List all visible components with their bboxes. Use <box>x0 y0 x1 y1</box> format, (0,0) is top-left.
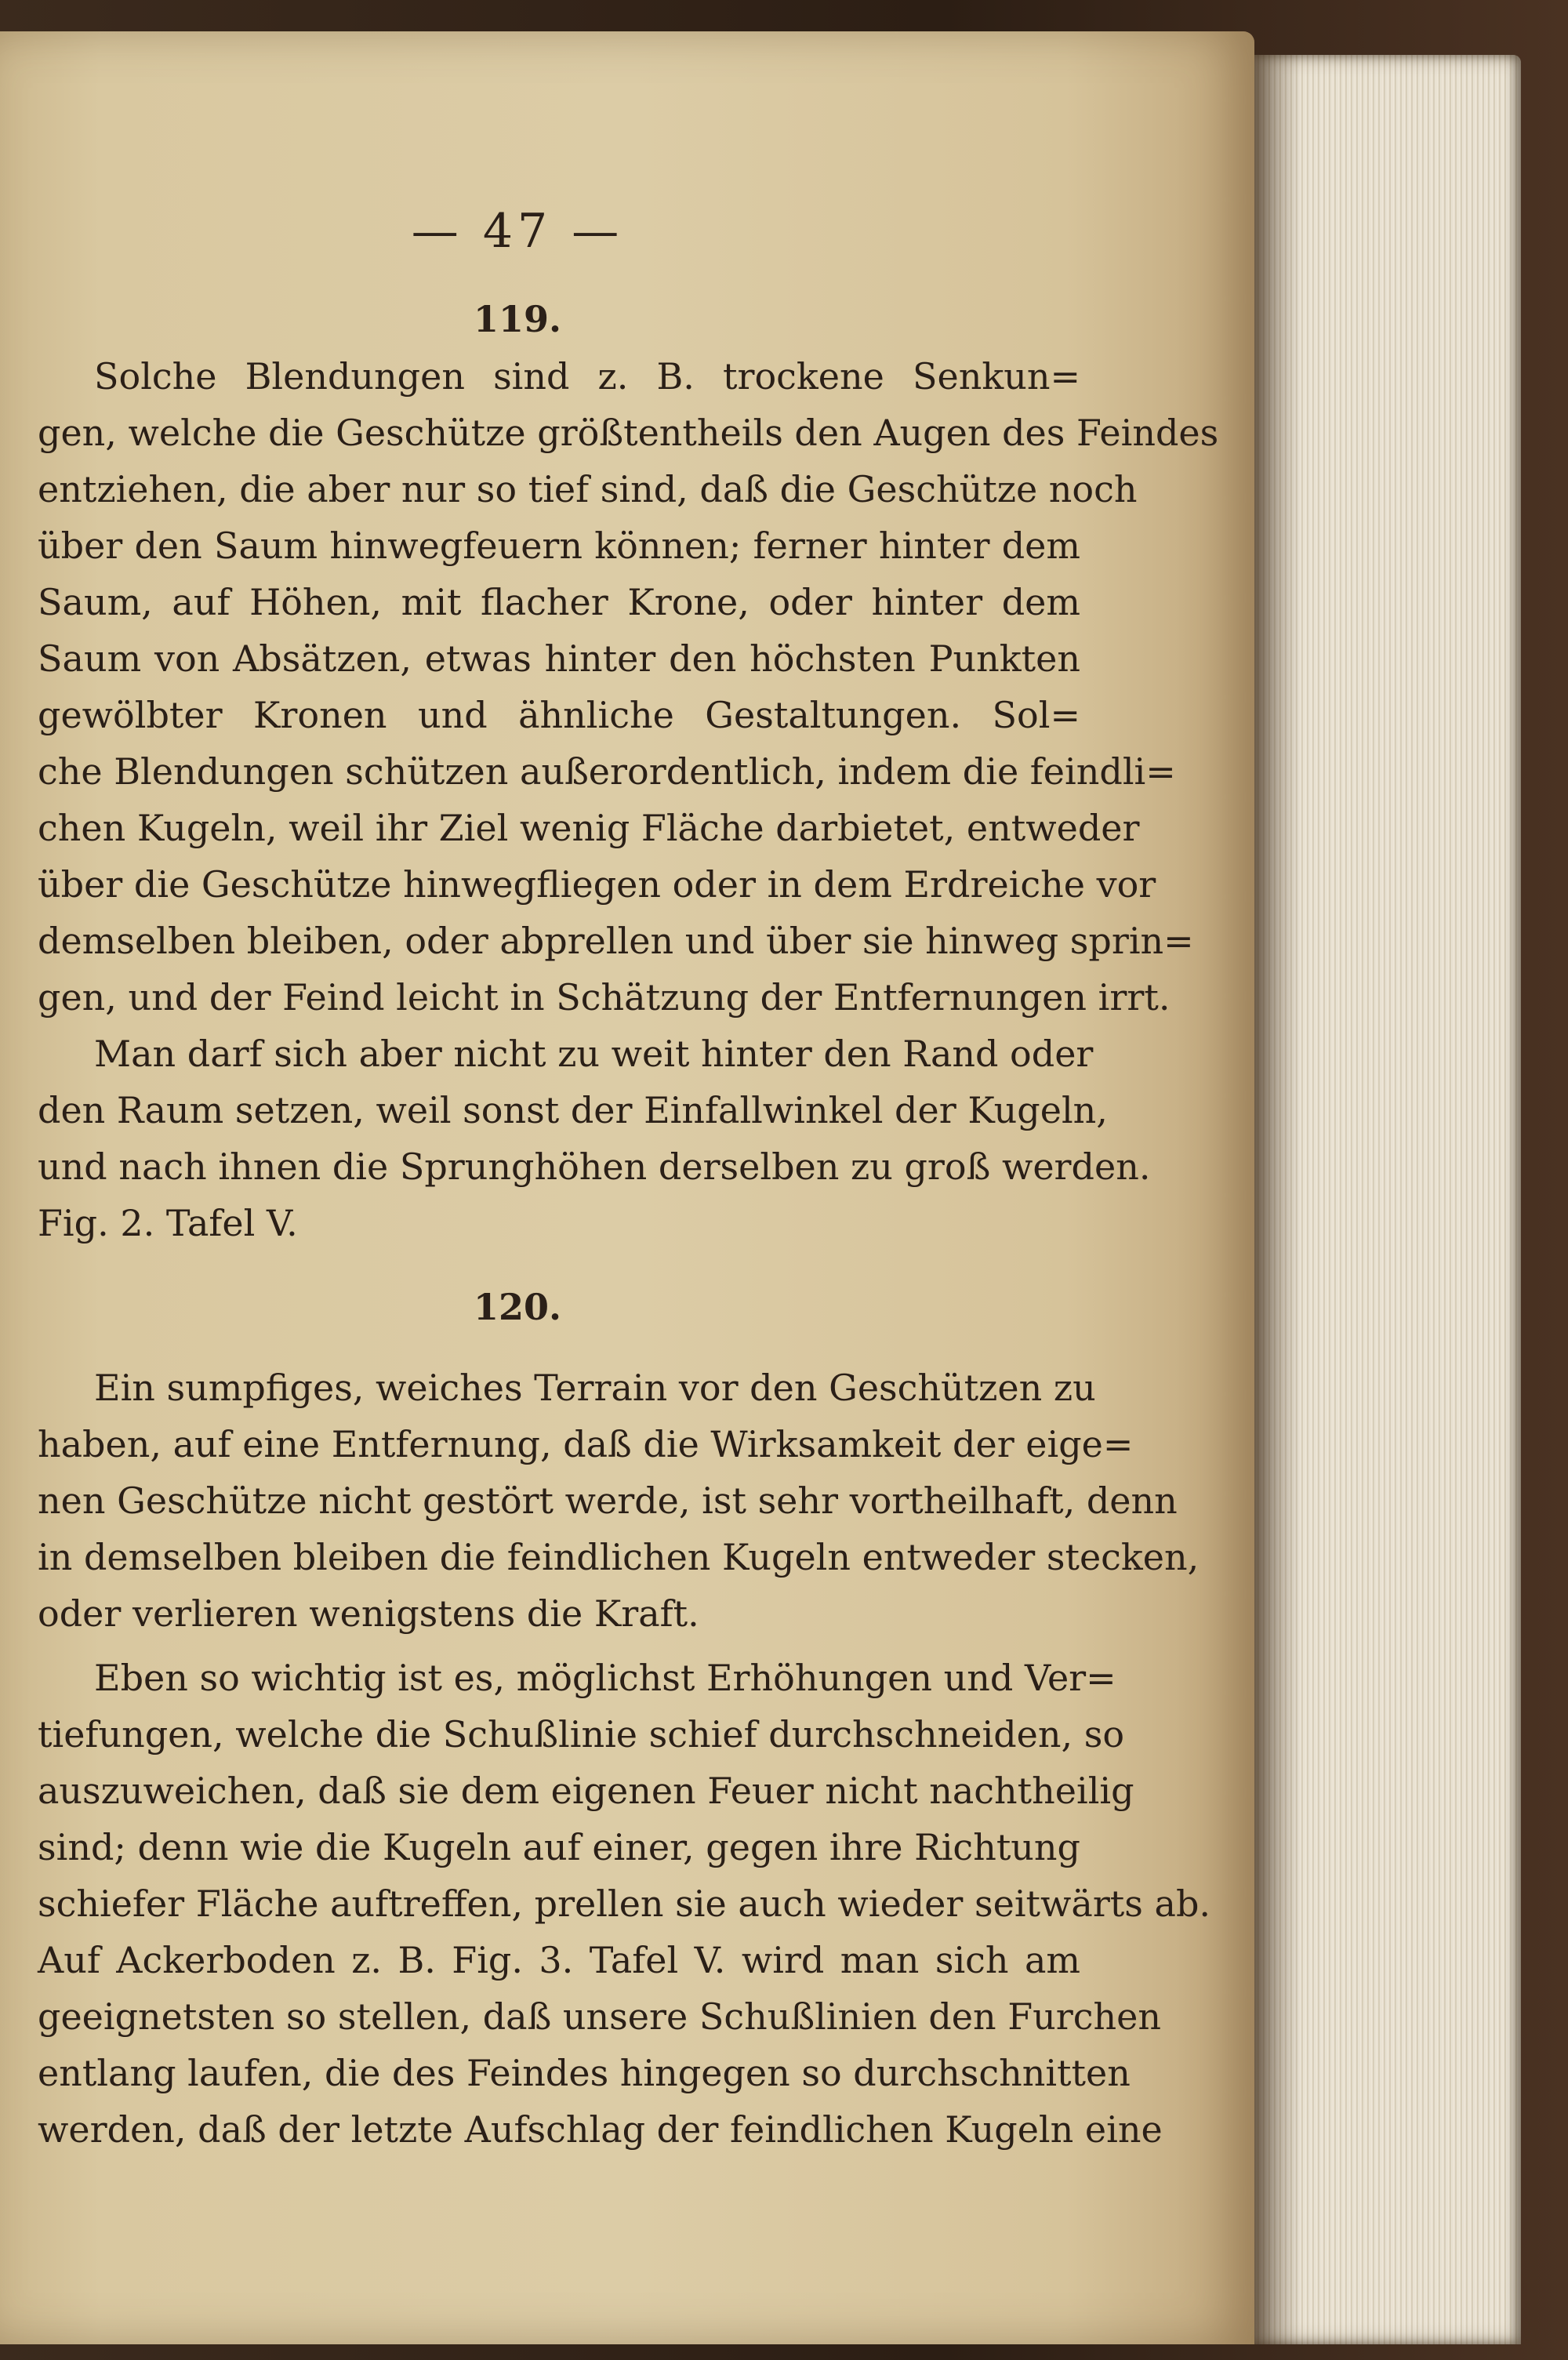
page-number-header: — 47 — <box>411 204 624 259</box>
text-line: in demselben bleiben die feindlichen Kugeln entweder stecken, <box>38 1536 1200 1578</box>
text-line: nen Geschütze nicht gestört werde, ist sehr vortheilhaft, denn <box>38 1480 1178 1522</box>
text-line: Saum von Absätzen, etwas hinter den höchsten Punkten <box>38 637 1080 680</box>
text-line: Man darf sich aber nicht zu weit hinter den Rand oder <box>94 1033 1094 1075</box>
text-line: den Raum setzen, weil sonst der Einfallwinkel der Kugeln, <box>38 1089 1108 1131</box>
text-line: geeignetsten so stellen, daß unsere Schußlinien den Furchen <box>38 1995 1162 2038</box>
page-edges-shadow <box>1254 55 1301 2344</box>
text-line: werden, daß der letzte Aufschlag der feindlichen Kugeln eine <box>38 2108 1163 2151</box>
text-line: chen Kugeln, weil ihr Ziel wenig Fläche darbietet, entweder <box>38 807 1140 849</box>
text-line: über den Saum hinwegfeuern können; ferner hinter dem <box>38 525 1080 567</box>
text-line: oder verlieren wenigstens die Kraft. <box>38 1592 699 1635</box>
section-number: 120. <box>473 1286 562 1328</box>
text-line: entziehen, die aber nur so tief sind, daß die Geschütze noch <box>38 468 1138 510</box>
text-line: auszuweichen, daß sie dem eigenen Feuer nicht nachtheilig <box>38 1770 1134 1812</box>
text-line: gewölbter Kronen und ähnliche Gestaltungen. Sol= <box>38 694 1080 736</box>
text-line: Auf Ackerboden z. B. Fig. 3. Tafel V. wird man sich am <box>38 1939 1080 1981</box>
text-line: che Blendungen schützen außerordentlich, indem die feindli= <box>38 750 1176 793</box>
text-line: Ein sumpfiges, weiches Terrain vor den Geschützen zu <box>94 1367 1096 1409</box>
section-number: 119. <box>473 298 562 340</box>
text-line: gen, und der Feind leicht in Schätzung der Entfernungen irrt. <box>38 976 1171 1018</box>
text-line: entlang laufen, die des Feindes hingegen so durchschnitten <box>38 2052 1131 2094</box>
text-line: schiefer Fläche auftreffen, prellen sie auch wieder seitwärts ab. <box>38 1883 1211 1925</box>
text-line: gen, welche die Geschütze größtentheils den Augen des Feindes <box>38 412 1219 454</box>
text-line: über die Geschütze hinwegfliegen oder in dem Erdreiche vor <box>38 863 1156 906</box>
book-page <box>0 31 1254 2344</box>
text-line: Fig. 2. Tafel V. <box>38 1202 298 1244</box>
text-line: tiefungen, welche die Schußlinie schief durchschneiden, so <box>38 1713 1125 1755</box>
text-line: Eben so wichtig ist es, möglichst Erhöhungen und Ver= <box>94 1657 1116 1699</box>
text-line: und nach ihnen die Sprunghöhen derselben zu groß werden. <box>38 1146 1151 1188</box>
text-line: Saum, auf Höhen, mit flacher Krone, oder hinter dem <box>38 581 1080 623</box>
text-line: Solche Blendungen sind z. B. trockene Senkun= <box>94 355 1080 398</box>
text-line: sind; denn wie die Kugeln auf einer, gegen ihre Richtung <box>38 1826 1080 1868</box>
text-line: haben, auf eine Entfernung, daß die Wirksamkeit der eige= <box>38 1423 1134 1465</box>
text-line: demselben bleiben, oder abprellen und über sie hinweg sprin= <box>38 920 1194 962</box>
